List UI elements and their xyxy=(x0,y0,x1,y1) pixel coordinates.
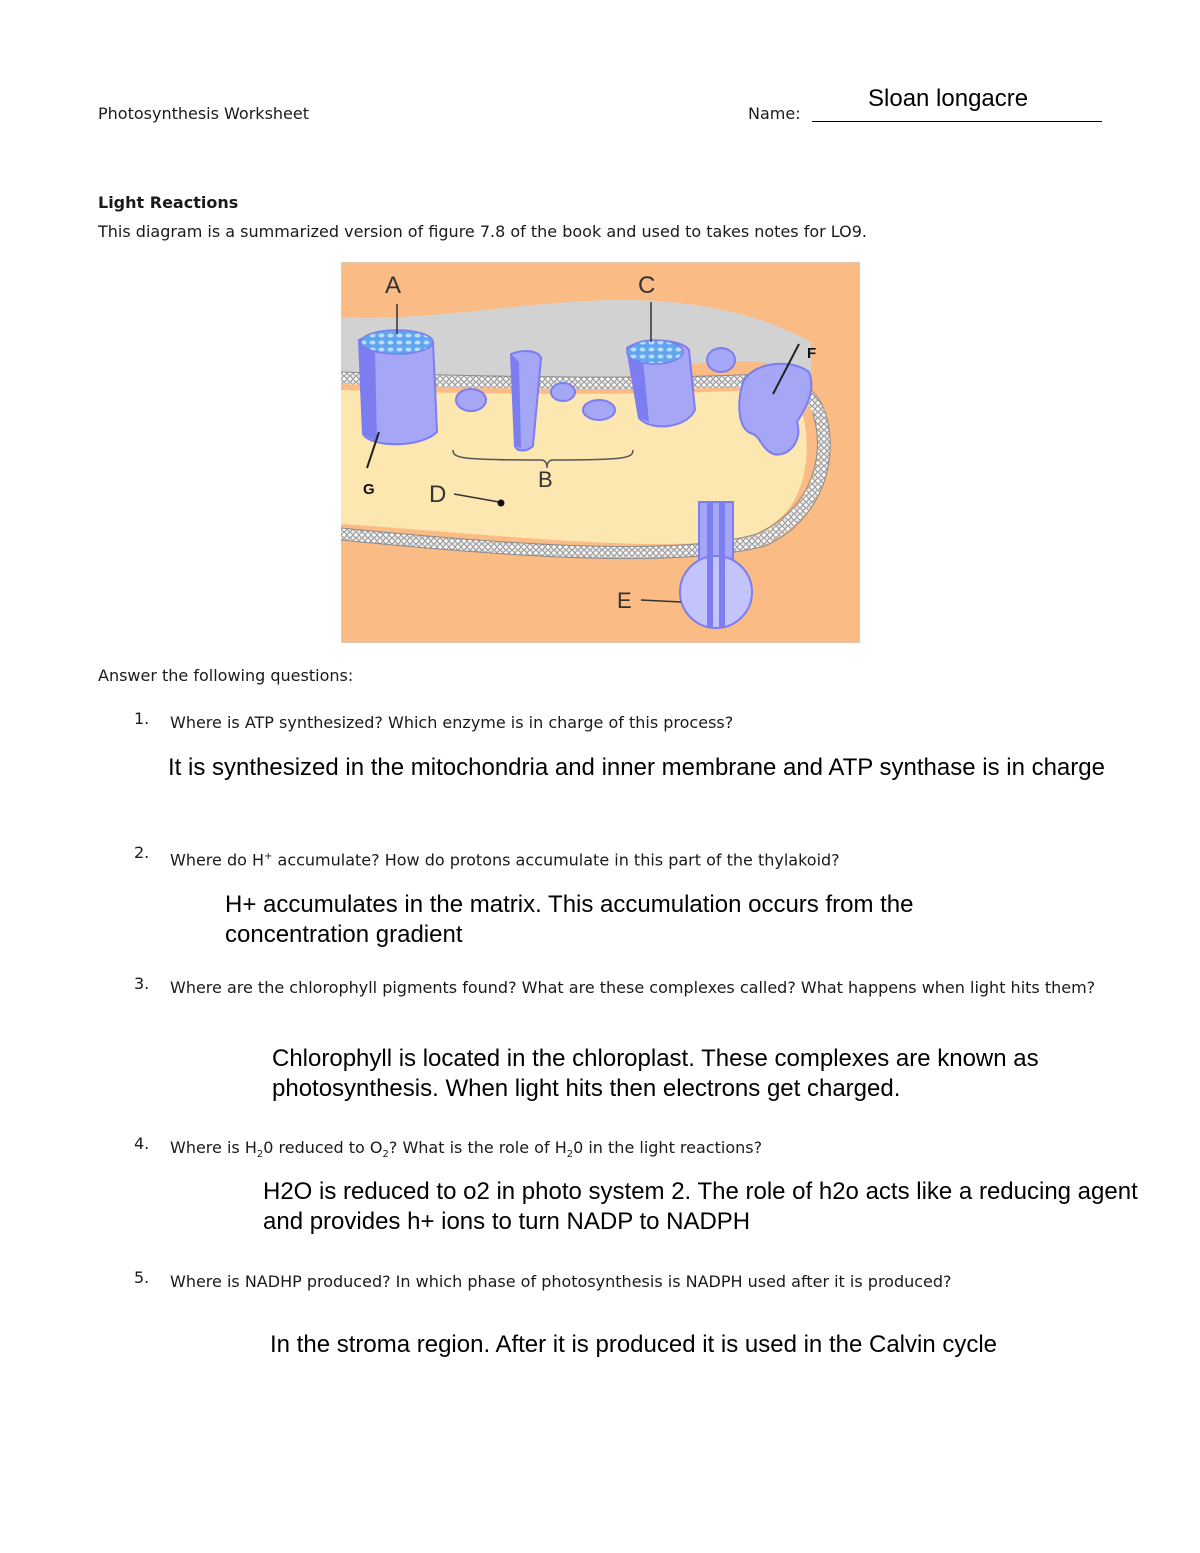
name-label: Name: xyxy=(748,104,801,123)
label-f: F xyxy=(807,345,817,362)
label-e: E xyxy=(617,588,632,613)
answer-text[interactable]: H+ accumulates in the matrix. This accumulation occurs from the concentration gradient xyxy=(225,891,914,948)
question-text: Where is ATP synthesized? Which enzyme is in charge of this process? xyxy=(170,713,734,732)
protein-a xyxy=(359,330,437,444)
question-text: Where do H+ accumulate? How do protons accumulate in this part of the thylakoid? xyxy=(170,850,840,870)
question-number: 1. xyxy=(134,709,150,728)
question-text: Where is NADHP produced? In which phase of photosynthesis is NADPH used after it is produced? xyxy=(170,1272,952,1291)
name-underline xyxy=(812,121,1102,122)
question-number: 3. xyxy=(134,974,150,993)
answer-text[interactable]: Chlorophyll is located in the chloroplast. These complexes are known as photosynthesis. When light hits then electrons get charged. xyxy=(272,1045,1039,1102)
worksheet-title: Photosynthesis Worksheet xyxy=(98,104,309,123)
question-number: 2. xyxy=(134,843,150,862)
answer-text[interactable]: In the stroma region. After it is produced it is used in the Calvin cycle xyxy=(270,1331,998,1358)
question-text: Where is $H_20$ reduced to $O_2$? What is the role of $H_20$ in the light reactions? xyxy=(170,1138,763,1161)
question-number: 4. xyxy=(134,1134,150,1153)
answer-text[interactable]: H2O is reduced to o2 in photo system 2. The role of h2o acts like a reducing agent and provides h+ ions to turn NADP to NADPH xyxy=(263,1178,1138,1235)
questions-heading: Answer the following questions: xyxy=(98,666,354,685)
label-a: A xyxy=(385,272,402,299)
name-value[interactable]: Sloan longacre xyxy=(868,85,1029,112)
answer-text[interactable]: It is synthesized in the mitochondria and inner membrane and ATP synthase is in charge xyxy=(168,754,1105,781)
section-heading: Light Reactions xyxy=(98,193,239,212)
thylakoid-diagram xyxy=(341,262,860,643)
label-g: G xyxy=(363,481,375,498)
question-number: 5. xyxy=(134,1268,150,1287)
question-text: Where are the chlorophyll pigments found? What are these complexes called? What happens when light hits them? xyxy=(170,978,1096,997)
label-b: B xyxy=(538,467,553,492)
label-d: D xyxy=(429,481,447,508)
label-c: C xyxy=(638,272,656,299)
section-intro: This diagram is a summarized version of figure 7.8 of the book and used to takes notes for LO9. xyxy=(98,222,868,241)
